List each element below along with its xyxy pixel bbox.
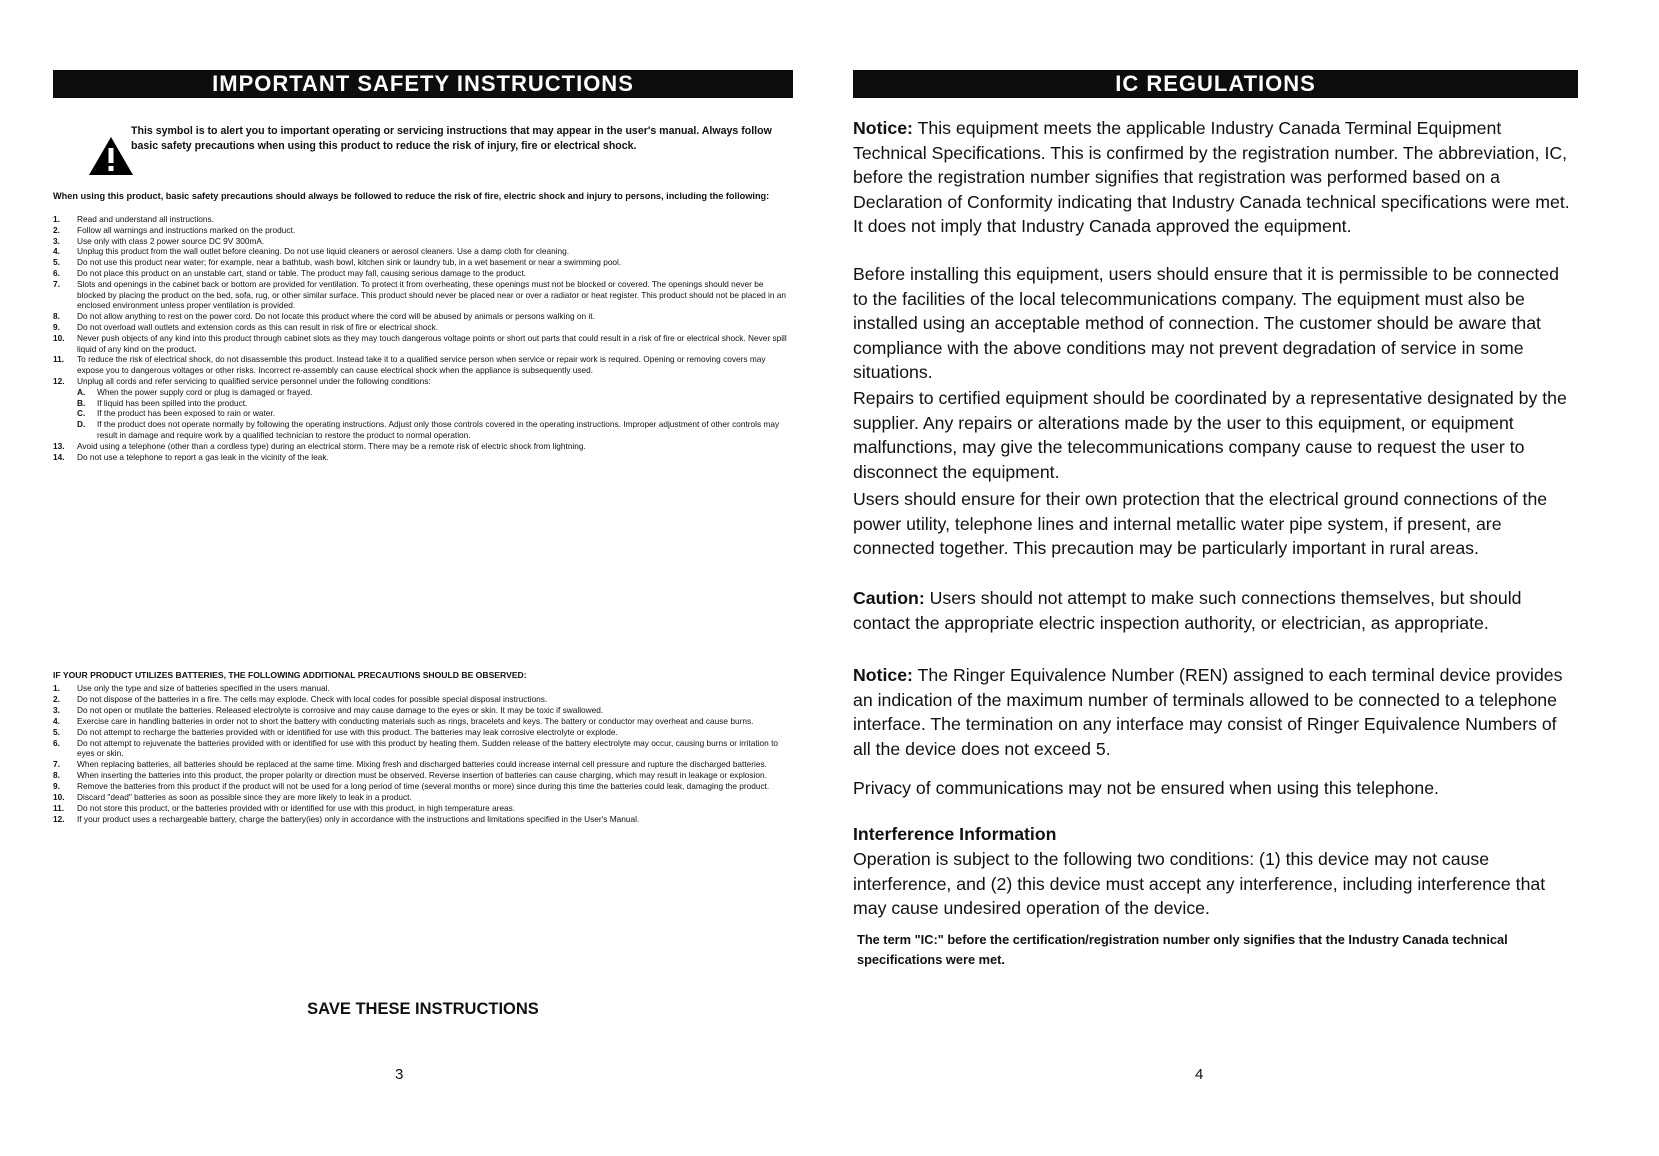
list-item-text: Unplug this product from the wall outlet before cleaning. Do not use liquid cleaners or aerosol cleaners. Use a damp cloth for cleaning. [77,246,570,257]
list-item-text: Do not attempt to recharge the batteries provided with or identified for use with this product. The batteries may leak corrosive electrolyte or explode. [77,726,618,737]
list-item [53,419,793,441]
list-item-number: 3. [53,704,60,715]
interference-paragraph: Operation is subject to the following two conditions: (1) this device may not cause interference, and (2) this device must accept any interference, including interference that may cause undesired operation of the device. [853,849,1546,919]
list-item-number: 14. [53,451,65,462]
list-item-number: 5. [53,726,60,737]
list-item-number: 12. [53,813,65,824]
list-item-text: Avoid using a telephone (other than a cordless type) during an electrical storm. There may be a remote risk of electric shock from lightning. [77,440,586,451]
list-item-text: Remove the batteries from this product if the product will not be used for a long period of time (several months or more) since during this time the batteries could leak, damaging the product. [77,781,770,792]
list-item-number: C. [77,408,86,419]
list-item [53,738,793,760]
list-item [53,225,793,236]
list-item [53,716,793,727]
list-item-text: Do not store this product, or the batteries provided with or identified for use with this product, in high temperature areas. [77,802,516,813]
list-item-text: Exercise care in handling batteries in order not to short the battery with conducting materials such as rings, bracelets and keys. The battery or conductor may overheat and cause burns. [77,715,754,726]
list-item-number: 12. [53,375,65,386]
battery-heading: IF YOUR PRODUCT UTILIZES BATTERIES, THE FOLLOWING ADDITIONAL PRECAUTIONS SHOULD BE OBSERVED: [53,670,527,680]
list-item [53,322,793,333]
list-item-number: 6. [53,267,60,278]
page-number-left: 3 [395,1066,404,1083]
caution-label: Caution: [853,588,925,608]
list-item [53,452,793,463]
list-item-number: 5. [53,257,60,268]
list-item-text: Discard "dead" batteries as soon as possible since they are more likely to leak in a product. [77,792,412,803]
list-item [53,814,793,825]
list-item-number: 13. [53,440,65,451]
list-item-number: 8. [53,311,60,322]
caution-paragraph [853,586,1573,635]
list-item-text: Use only with class 2 power source DC 9V 300mA. [77,235,265,246]
warning-block [53,124,793,184]
warning-symbol-text: This symbol is to alert you to important operating or servicing instructions that may appear in the user's manual. Always follow basic safety precautions when using this product to reduce the risk of injury, fire or electrical shock. [131,125,772,152]
list-item-text: Use only the type and size of batteries specified in the users manual. [77,683,330,693]
save-instructions: SAVE THESE INSTRUCTIONS [307,1000,539,1018]
list-item [53,441,793,452]
list-item-text: Never push objects of any kind into this product through cabinet slots as they may touch dangerous voltage points or short out parts that could result in a risk of fire or electrical shock. Never spill liquid of any kind on the product. [77,332,787,354]
list-item-number: 10. [53,792,65,803]
list-item-number: 9. [53,321,60,332]
list-item-number: 4. [53,715,60,726]
battery-list [53,683,793,825]
list-item-text: Do not open or mutilate the batteries. Released electrolyte is corrosive and may cause damage to the eyes or skin. It may be toxic if swallowed. [77,704,604,715]
list-item-number: 7. [53,759,60,770]
list-item [53,354,793,376]
list-item-number: 10. [53,332,65,343]
notice-label: Notice: [853,118,913,138]
list-item [53,214,793,225]
list-item-number: 9. [53,781,60,792]
list-item [53,246,793,257]
list-item-text: Do not allow anything to rest on the power cord. Do not locate this product where the cord will be abused by animals or persons walking on it. [77,311,595,322]
list-item [53,268,793,279]
list-item-text: Do not place this product on an unstable cart, stand or table. The product may fall, causing serious damage to the product. [77,267,527,278]
list-item-text: When the power supply cord or plug is damaged or frayed. [97,386,313,397]
sub-list [53,387,793,441]
list-item [53,398,793,409]
list-item [53,727,793,738]
list-item-number: 6. [53,737,60,748]
ren-paragraph [853,663,1573,761]
safety-intro: When using this product, basic safety precautions should always be followed to reduce the risk of fire, electric shock and injury to persons, including the following: [53,191,770,201]
list-item [53,236,793,247]
list-item-number: B. [77,397,86,408]
list-item-number: D. [77,419,86,430]
list-item [53,257,793,268]
list-item [53,387,793,398]
list-item-text: To reduce the risk of electrical shock, do not disassemble this product. Instead take it to a qualified service person when service or repair work is required. Opening or removing covers may expose you to dangerous voltages or other risks. Incorrect re-assembly can cause electrical shock when the appliance is subsequently used. [77,354,766,376]
warning-triangle-icon [88,136,134,176]
caution-text: Users should not attempt to make such connections themselves, but should contact the appropriate electric inspection authority, or electrician, as appropriate. [853,588,1522,633]
list-item-number: 2. [53,693,60,704]
ic-heading: IC REGULATIONS [853,70,1578,98]
privacy-paragraph: Privacy of communications may not be ensured when using this telephone. [853,778,1439,798]
list-item-text: Unplug all cords and refer servicing to qualified service personnel under the following conditions: [77,375,431,386]
list-item-number: 11. [53,802,65,813]
list-item-text: When inserting the batteries into this product, the proper polarity or direction must be observed. Reverse insertion of batteries can cause charging, which may result in leakage or explosion. [77,770,767,781]
list-item [53,705,793,716]
list-item-text: If the product has been exposed to rain or water. [97,408,276,419]
list-item-text: Do not use this product near water; for example, near a bathtub, wash bowl, kitchen sink or laundry tub, in a wet basement or near a swimming pool. [77,257,622,268]
list-item [53,311,793,322]
page-number-right: 4 [1195,1066,1204,1083]
list-item [53,683,793,694]
grounding-paragraph: Users should ensure for their own protection that the electrical ground connections of the power utility, telephone lines and internal metallic water pipe system, if present, are connected together. This precaution may be particularly important in rural areas. [853,489,1548,559]
ic-notice-paragraph [853,116,1573,239]
list-item-text: Do not use a telephone to report a gas leak in the vicinity of the leak. [77,451,329,462]
list-item [53,770,793,781]
list-item-text: Read and understand all instructions. [77,214,214,224]
list-item-number: 4. [53,246,60,257]
ic-footnote: The term "IC:" before the certification/registration number only signifies that the Industry Canada technical specifications were met. [857,932,1508,967]
list-item-number: 7. [53,278,60,289]
list-item [53,694,793,705]
list-item [53,408,793,419]
list-item-number: A. [77,386,86,397]
list-item-number: 8. [53,770,60,781]
safety-heading: IMPORTANT SAFETY INSTRUCTIONS [53,70,793,98]
list-item-number: 11. [53,354,65,365]
list-item-text: When replacing batteries, all batteries should be replaced at the same time. Mixing fresh and discharged batteries could increase internal cell pressure and rupture the discharged batteries. [77,759,767,770]
list-item-text: Do not attempt to rejuvenate the batteries provided with or identified for use with this product by heating them. Sudden release of the battery electrolyte may occur, causing burns or irritation to eyes or skin. [77,737,779,759]
list-item [53,781,793,792]
list-item-number: 1. [53,214,60,224]
list-item-number: 2. [53,224,60,235]
notice-text: This equipment meets the applicable Industry Canada Terminal Equipment Technical Specifications. This is confirmed by the registration number. The abbreviation, IC, before the registration number signifies that registration was performed based on a Declaration of Conformity indicating that Industry Canada technical specifications were met. It does not imply that Industry Canada approved the equipment. [853,118,1570,237]
list-item-text: If your product uses a rechargeable battery, charge the battery(ies) only in accordance with the instructions and limitations specified in the User's Manual. [77,813,640,824]
list-item-text: Do not overload wall outlets and extension cords as this can result in risk of fire or electrical shock. [77,321,439,332]
ren-notice-label: Notice: [853,665,913,685]
list-item-text: Slots and openings in the cabinet back or bottom are provided for ventilation. To protect it from overheating, these openings must not be blocked or covered. The openings should never be blocked by placing the product on the bed, sofa, rug, or other similar surface. This product should never be placed near or over a radiator or heat register. This product should not be placed in an enclosed environment unless proper ventilation is provided. [77,278,787,311]
list-item [53,333,793,355]
list-item [53,803,793,814]
list-item-text: If the product does not operate normally by following the operating instructions. Adjust only those controls covered in the operating instructions. Improper adjustment of other controls may result in damage and require work by a qualified technician to restore the product to normal operation. [97,419,780,440]
list-item-number: 3. [53,235,60,246]
list-item-number: 1. [53,683,60,693]
installation-paragraph: Before installing this equipment, users should ensure that it is permissible to be connected to the facilities of the local telecommunications company. The equipment must also be installed using an acceptable method of connection. The customer should be aware that compliance with the above conditions may not prevent degradation of service in some situations. [853,264,1559,383]
list-item [53,376,793,387]
list-item [53,279,793,311]
repairs-paragraph: Repairs to certified equipment should be coordinated by a representative designated by the supplier. Any repairs or alterations made by the user to this equipment, or equipment malfunctions, may give the telecommunications company cause to request the user to disconnect the equipment. [853,388,1567,482]
list-item [53,759,793,770]
interference-heading: Interference Information [853,824,1057,844]
safety-list [53,214,793,462]
list-item-text: Follow all warnings and instructions marked on the product. [77,224,296,235]
list-item [53,792,793,803]
list-item-text: Do not dispose of the batteries in a fire. The cells may explode. Check with local codes for possible special disposal instructions. [77,693,548,704]
list-item-text: If liquid has been spilled into the product. [97,397,248,408]
ren-notice-text: The Ringer Equivalence Number (REN) assigned to each terminal device provides an indication of the maximum number of terminals allowed to be connected to a telephone interface. The termination on any interface may consist of Ringer Equivalence Numbers of all the device does not exceed 5. [853,665,1563,759]
